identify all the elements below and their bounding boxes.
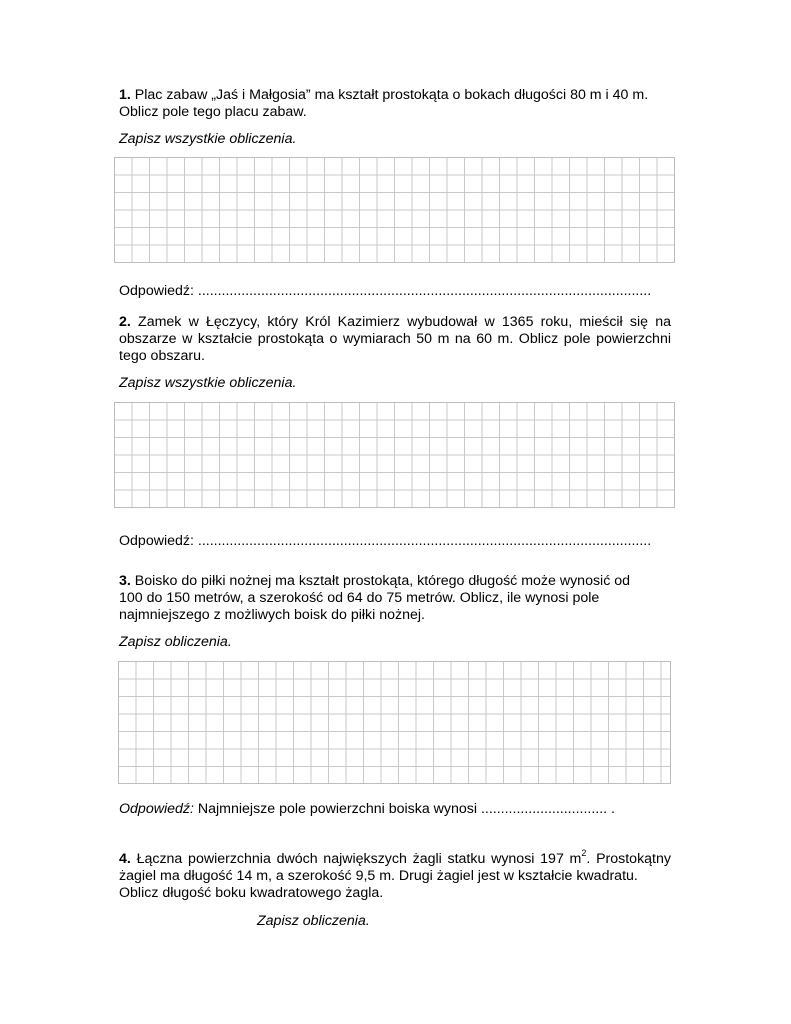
task-4-question	[119, 848, 671, 902]
task-3-text-line-2: 100 do 150 metrów, a szerokość od 64 do 75 metrów. Oblicz, ile wynosi pole	[119, 590, 600, 606]
task-1-calculation-grid[interactable]	[114, 157, 675, 263]
task-2-number: 2.	[119, 314, 131, 330]
task-2-question	[119, 314, 671, 365]
task-3-answer-line[interactable]	[119, 801, 671, 818]
task-2-text-line-1: Zamek w Łęczycy, który Król Kazimierz wybudował w 1365 roku, mieścił się na	[138, 314, 671, 330]
task-4-text-line-1a: Łączna powierzchnia dwóch największych żagli statku wynosi 197 m	[136, 851, 582, 867]
task-1-text-line-1: Plac zabaw „Jaś i Małgosia” ma kształt prostokąta o bokach długości 80 m i 40 m.	[134, 87, 649, 103]
task-3-calculation-grid[interactable]	[118, 661, 671, 784]
task-1-instruction: Zapisz wszystkie obliczenia.	[119, 131, 297, 147]
task-4-superscript: 2	[581, 848, 587, 859]
task-4-text-line-2: żagiel ma długość 14 m, a szerokość 9,5 m. Drugi żagiel jest w kształcie kwadratu.	[119, 868, 638, 884]
task-4-number: 4.	[119, 851, 131, 867]
task-1-answer-label: Odpowiedź:	[119, 283, 194, 299]
task-3-answer-label: Odpowiedź:	[119, 801, 194, 817]
task-1-text-line-2: Oblicz pole tego placu zabaw.	[119, 104, 307, 120]
task-3-text-line-1: Boisko do piłki nożnej ma kształt prostokąta, którego długość może wynosić od	[134, 573, 631, 589]
task-3-text-line-3: najmniejszego z możliwych boisk do piłki nożnej.	[119, 607, 425, 623]
task-4-instruction: Zapisz obliczenia.	[257, 913, 370, 929]
task-3-answer-text: Najmniejsze pole powierzchni boiska wynosi ................................ .	[197, 801, 615, 817]
task-2-text-line-3: tego obszaru.	[119, 348, 205, 364]
task-4-text-line-1b: . Prostokątny	[586, 851, 671, 867]
task-2-answer-dots: ...................................................................................................................	[197, 533, 652, 549]
task-2-answer-label: Odpowiedź:	[119, 533, 194, 549]
task-2-answer-line[interactable]	[119, 533, 671, 550]
task-1-question	[119, 87, 671, 121]
task-2-instruction: Zapisz wszystkie obliczenia.	[119, 375, 297, 391]
task-1-answer-dots: ...................................................................................................................	[197, 283, 652, 299]
task-3-number: 3.	[119, 573, 131, 589]
task-1-answer-line[interactable]	[119, 283, 671, 300]
task-3-question	[119, 573, 671, 624]
task-3-instruction: Zapisz obliczenia.	[119, 634, 232, 650]
task-2-calculation-grid[interactable]	[114, 402, 675, 508]
task-2-text-line-2: obszarze w kształcie prostokąta o wymiarach 50 m na 60 m. Oblicz pole powierzchni	[119, 331, 671, 347]
task-1-number: 1.	[119, 87, 131, 103]
task-4-text-line-3: Oblicz długość boku kwadratowego żagla.	[119, 885, 384, 901]
